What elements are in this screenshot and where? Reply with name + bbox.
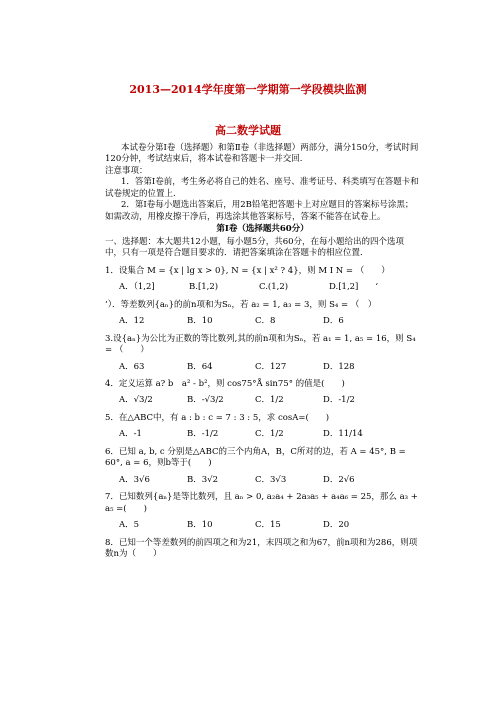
exam-subtitle: 高二数学试题	[215, 124, 281, 137]
option-a: A．12	[119, 316, 145, 327]
question-options	[119, 316, 420, 327]
question-stem: 1．设集合 M = {x | lg x > 0}, N = {x | x² ? 4}，则 M I N = （ ）	[105, 265, 390, 276]
option-b: B．10	[187, 520, 213, 531]
option-c: C．1/2	[255, 429, 284, 440]
question-stem: 6．已知 a, b, c 分别是△ABC的三个内角A，B，C所对的边，若 A = 45°, B = 60°, a = 6，则b等于( )	[105, 446, 406, 469]
option-d: D．128	[323, 361, 355, 372]
question-1	[105, 266, 420, 294]
note-1: 1．答第Ⅰ卷前，考生务必将自己的姓名、座号、准考证号、科类填写在答题卡和试卷规定的位置上.	[105, 177, 419, 199]
option-c: C．15	[255, 520, 281, 531]
question-options	[119, 475, 420, 486]
question-6	[105, 447, 420, 486]
question-5	[105, 413, 420, 441]
option-b: B．3√2	[187, 474, 218, 485]
question-options	[119, 429, 420, 440]
notes-heading: 注意事项：	[105, 165, 148, 176]
question-options	[119, 520, 420, 531]
option-b: B.[1,2)	[189, 282, 219, 293]
question-options	[119, 362, 420, 373]
option-d: D.[1,2] ‘	[329, 282, 379, 293]
option-c: C．3√3	[255, 474, 287, 485]
option-a: A．-1	[119, 429, 142, 440]
option-b: B．10	[187, 316, 213, 327]
option-d: D．6	[323, 316, 344, 327]
question-stem: 3.设{aₙ}为公比为正数的等比数列,其的前n项和为Sₙ，若 a₁ = 1, a₅ = 16，则 S₄ = （ ）	[105, 333, 416, 356]
note-2: 2．第Ⅰ卷每小题选出答案后，用2B铅笔把答题卡上对应题目的答案标号涂黑；如需改动，用橡皮擦干净后，再选涂其他答案标号，答案不能答在试卷上。	[105, 200, 414, 222]
question-7	[105, 492, 420, 531]
question-4	[105, 379, 420, 407]
question-options	[119, 282, 420, 293]
question-stem: 8．已知一个等差数列的前四项之和为21，末四项之和为67，前n项和为286，则项数n为（ ）	[105, 537, 418, 560]
option-d: D．20	[323, 520, 350, 531]
exam-body	[105, 143, 420, 561]
option-b: B．64	[187, 361, 213, 372]
option-c: C.(1,2)	[259, 282, 289, 293]
question-3	[105, 334, 420, 373]
exam-title: 2013—2014学年度第一学期第一学段模块监测	[129, 83, 367, 96]
option-b: B．-√3/2	[187, 395, 224, 406]
option-d: D．-1/2	[323, 395, 355, 406]
question-options	[119, 395, 420, 406]
option-c: C．8	[255, 316, 276, 327]
option-d: D．2√6	[323, 474, 355, 485]
section-intro: 一、选择题：本大题共12小题，每小题5分，共60分，在每小题给出的四个选项中，只有一项是符合题目要求的．请把答案填涂在答题卡的相应位置．	[105, 236, 405, 259]
option-a: A．63	[119, 361, 145, 372]
option-c: C．127	[255, 361, 287, 372]
question-2	[105, 300, 420, 328]
question-stem: ’）．等差数列{aₙ}的前n项和为Sₙ，若 a₂ = 1, a₃ = 3，则 S₄ = （ ）	[105, 299, 377, 310]
option-b: B．-1/2	[187, 429, 219, 440]
option-a: A．√3/2	[119, 395, 153, 406]
option-a: A．（1,2]	[119, 282, 155, 293]
intro-paragraph: 本试卷分第Ⅰ卷（选择题）和第Ⅱ卷（非选择题）两部分，满分150分，考试时间120分钟，考试结束后，将本试卷和答题卡一并交回.	[105, 143, 419, 165]
question-stem: 7．已知数列{aₙ}是等比数列，且 aₙ > 0, a₂a₄ + 2a₃a₅ + a₄a₆ = 25，那么 a₃ + a₅ =( )	[105, 492, 418, 514]
option-d: D．11/14	[323, 429, 363, 440]
option-c: C．1/2	[255, 395, 284, 406]
question-stem: 4．定义运算 a? b a² - b²，则 cos75°Å sin75° 的值是( )	[105, 378, 345, 389]
question-stem: 5．在△ABC中，有 a : b : c = 7 : 3 : 5，求 cosA=( )	[105, 412, 330, 423]
section-title: 第Ⅰ卷（选择题共60分）	[216, 224, 309, 235]
option-a: A．3√6	[119, 474, 150, 485]
question-8	[105, 538, 420, 561]
option-a: A．5	[119, 520, 140, 531]
